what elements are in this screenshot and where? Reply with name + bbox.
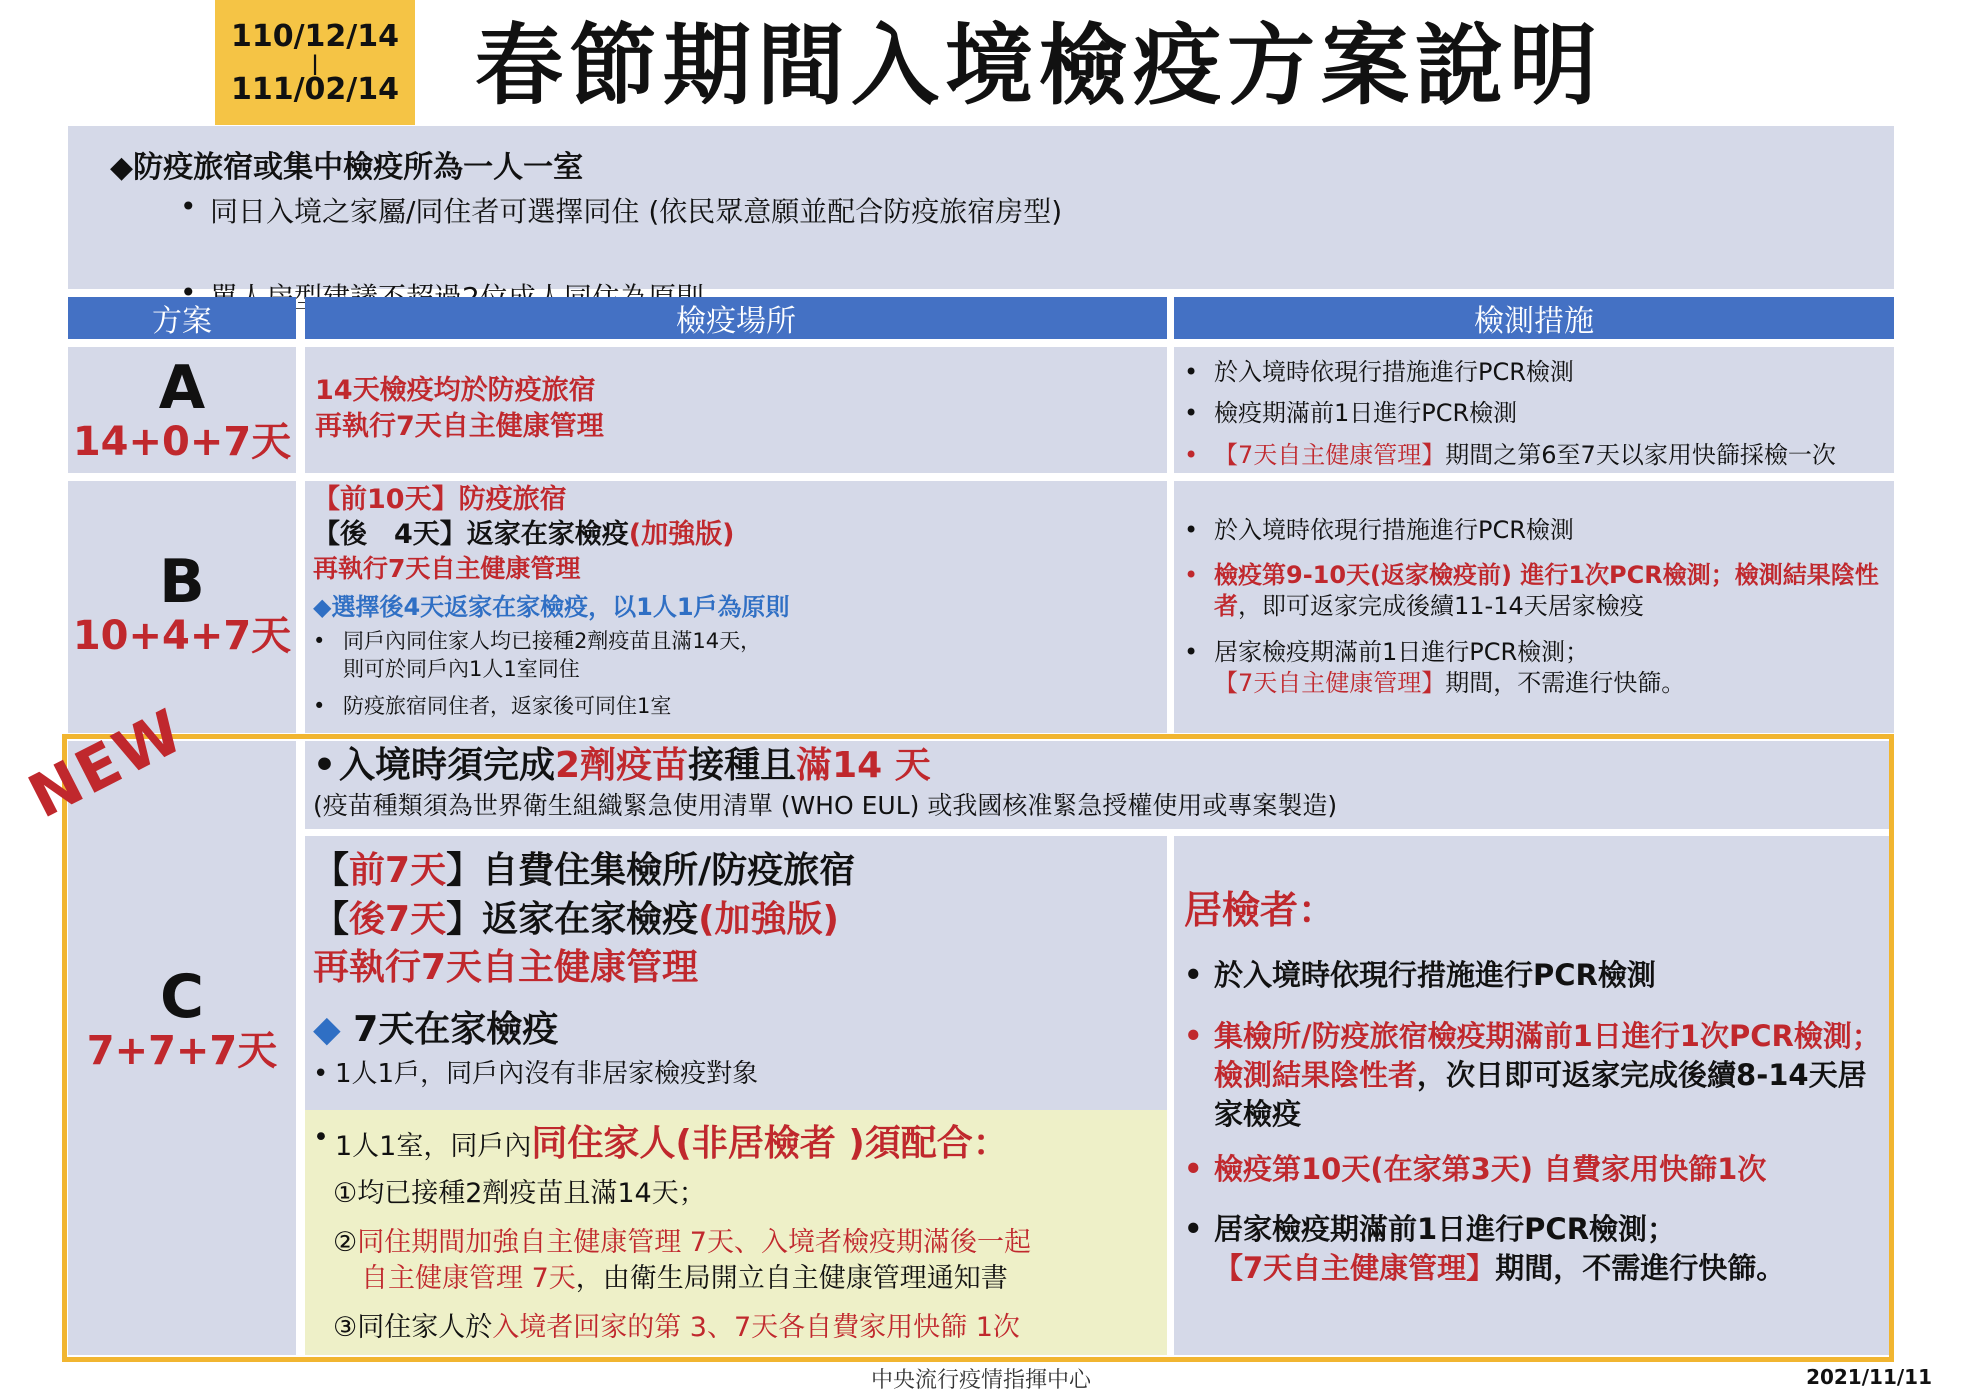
plan-b-test-item: • 於入境時依現行措施進行PCR檢測 — [1184, 515, 1884, 546]
plan-c-condition: ②同住期間加強自主健康管理 7天、入境者檢疫期滿後一起 自主健康管理 7天，由衛生局開立自主健康管理通知書 — [333, 1226, 1031, 1295]
plan-b-label — [68, 547, 296, 660]
plan-a-tests — [1184, 352, 1884, 476]
plan-b-test-item: • 居家檢疫期滿前1日進行PCR檢測； 【7天自主健康管理】期間，不需進行快篩。 — [1184, 637, 1884, 699]
new-label: NEW — [18, 695, 196, 833]
diamond-icon: ◆ — [313, 1008, 354, 1050]
plan-a-test-item: • 【7天自主健康管理】期間之第6至7天以家用快篩採檢一次 — [1184, 435, 1884, 476]
date-end: 111/02/14 — [230, 71, 400, 107]
plan-a-test-item: • 於入境時依現行措施進行PCR檢測 — [1184, 352, 1884, 393]
room-policy-heading: ◆防疫旅宿或集中檢疫所為一人一室 — [110, 150, 584, 185]
plan-b-bullet: • 同戶內同住家人均已接種2劑疫苗且滿14天， 則可於同戶內1人1室同住 — [313, 628, 1163, 683]
plan-b-tests — [1184, 515, 1884, 699]
plan-formula: 14+0+7天 — [72, 419, 292, 465]
plan-c-test-item: • 集檢所/防疫旅宿檢疫期滿前1日進行1次PCR檢測；檢測結果陰性者，次日即可返家完成後續8-14天居家檢疫 — [1184, 1017, 1884, 1134]
footer-date: 2021/11/11 — [1806, 1365, 1932, 1389]
plan-c-line: 【前7天】自費住集檢所/防疫旅宿 — [313, 850, 856, 891]
plan-c-home-bullet: • 1人1戶，同戶內沒有非居家檢疫對象 — [313, 1055, 1163, 1094]
plan-b-place-text — [313, 482, 1163, 720]
footer-agency: 中央流行疫情指揮中心 — [870, 1368, 1091, 1393]
plan-a-place-line: 14天檢疫均於防疫旅宿 — [315, 375, 596, 406]
plan-c-home-heading-text: 7天在家檢疫 — [353, 1008, 559, 1050]
plan-c-test-item: • 居家檢疫期滿前1日進行PCR檢測； 【7天自主健康管理】期間，不需進行快篩。 — [1184, 1210, 1884, 1288]
plan-b-line: 【前10天】防疫旅宿 — [313, 484, 567, 515]
plan-b-line: 再執行7天自主健康管理 — [313, 554, 581, 584]
plan-a-test-item: • 檢疫期滿前1日進行PCR檢測 — [1184, 393, 1884, 434]
date-separator: | — [311, 50, 319, 75]
resident-heading: 居檢者： — [1184, 888, 1337, 932]
plan-c-requirement-line: • 入境時須完成2劑疫苗接種且滿14 天 — [313, 743, 1883, 788]
date-range-badge — [215, 0, 415, 125]
plan-b-bullet: • 防疫旅宿同住者，返家後可同住1室 — [313, 693, 1163, 720]
header-test: 檢測措施 — [1174, 297, 1894, 339]
plan-formula: 7+7+7天 — [86, 1028, 278, 1074]
plan-formula: 10+4+7天 — [72, 613, 292, 659]
room-policy-item: • 同日入境之家屬/同住者可選擇同住 (依民眾意願並配合防疫旅宿房型) — [180, 190, 1962, 230]
plan-a-place-line: 再執行7天自主健康管理 — [315, 411, 604, 443]
plan-c-room-line: • 1人1室，同戶內同住家人(非居檢者 )須配合： — [313, 1118, 1163, 1170]
header-plan: 方案 — [68, 297, 296, 339]
plan-letter: C — [159, 962, 205, 1032]
page-title: 春節期間入境檢疫方案說明 — [475, 14, 1604, 117]
header-place: 檢疫場所 — [305, 297, 1167, 339]
plan-c-line: 【後7天】返家在家檢疫(加強版) — [313, 898, 840, 940]
new-plan-frame — [62, 734, 1894, 1362]
plan-c-vaccine-note: (疫苗種類須為世界衛生組織緊急使用清單 (WHO EUL) 或我國核准緊急授權使用或專案製造) — [313, 791, 1338, 820]
plan-b-blue-note: ◆選擇後4天返家在家檢疫，以1人1戶為原則 — [313, 592, 790, 621]
plan-c-test-item: • 於入境時依現行措施進行PCR檢測 — [1184, 957, 1884, 995]
plan-c-condition: ③同住家人於入境者回家的第 3、7天各自費家用快篩 1次 — [333, 1311, 1020, 1343]
plan-letter: B — [159, 547, 205, 617]
plan-c-condition: ①均已接種2劑疫苗且滿14天； — [333, 1178, 706, 1210]
plan-a-place-text — [315, 373, 604, 446]
plan-b-line: 【後 4天】返家在家檢疫(加強版) — [313, 519, 735, 551]
plan-b-test-item: • 檢疫第9-10天(返家檢疫前) 進行1次PCR檢測；檢測結果陰性者，即可返家完成後續11-14天居家檢疫 — [1184, 560, 1884, 622]
date-start: 110/12/14 — [230, 18, 400, 54]
plan-a-label — [68, 353, 296, 466]
plan-c-line: 再執行7天自主健康管理 — [313, 947, 699, 989]
plan-letter: A — [158, 353, 206, 423]
plan-c-test-item: • 檢疫第10天(在家第3天) 自費家用快篩1次 — [1184, 1151, 1884, 1189]
